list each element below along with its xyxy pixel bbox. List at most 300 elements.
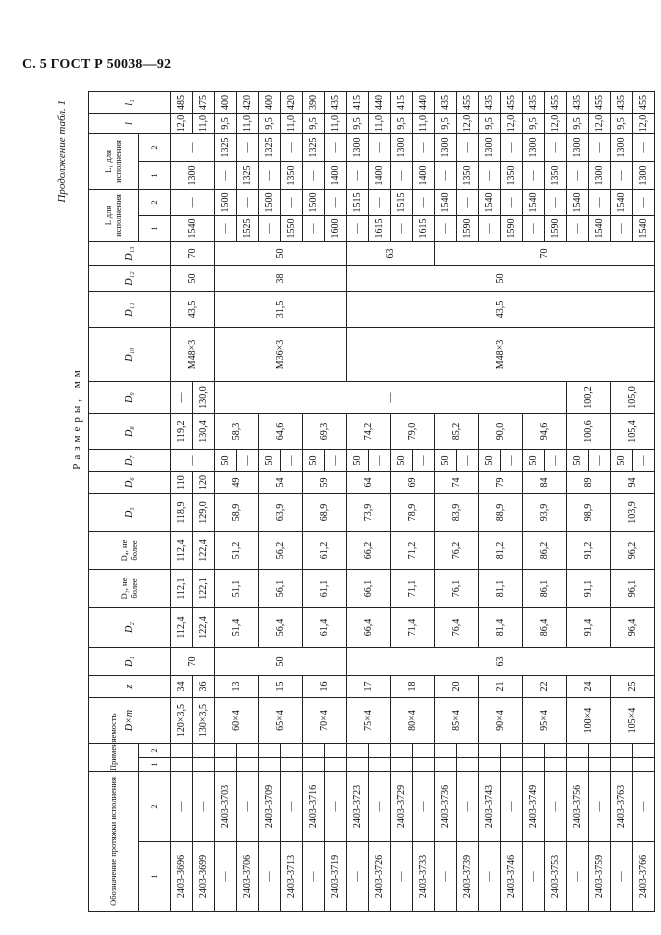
cell-z: 18	[391, 676, 435, 698]
column-header: D₅	[89, 494, 171, 532]
cell-l: 11,0	[413, 114, 435, 134]
cell-d5: 78,9	[391, 494, 435, 532]
cell-l: 9,5	[347, 114, 369, 134]
cell-d6: 84	[523, 472, 567, 494]
cell-d13: 70	[171, 242, 215, 266]
cell-length-l1-1: 1350	[457, 162, 479, 190]
cell-d8: 58,3	[215, 414, 259, 450]
cell-z: 13	[215, 676, 259, 698]
cell-d3: 66,1	[347, 570, 391, 608]
table-row	[215, 92, 237, 912]
cell-designation-1: —	[259, 842, 281, 912]
column-header: z	[89, 676, 171, 698]
cell-l1: 435	[611, 92, 633, 114]
cell-d8: 100,6	[567, 414, 611, 450]
cell-length-l-1: 1590	[501, 216, 523, 242]
cell-l1: 415	[391, 92, 413, 114]
cell-designation-2: 2403-3763	[611, 772, 633, 842]
cell-l: 12,0	[501, 114, 523, 134]
cell-designation-2: —	[281, 772, 303, 842]
cell-length-l1-2: —	[237, 134, 259, 162]
cell-d4: 76,2	[435, 532, 479, 570]
cell-d7: 50	[391, 450, 413, 472]
cell-designation-1: 2403-3726	[369, 842, 391, 912]
cell-designation-2: —	[369, 772, 391, 842]
cell-d6: 94	[611, 472, 655, 494]
cell-d10: M48×3	[347, 328, 655, 382]
column-header: D₁₂	[89, 266, 171, 292]
table-row	[523, 92, 545, 912]
cell-d6: 120	[193, 472, 215, 494]
column-header: Применяемость	[89, 744, 139, 772]
cell-d6: 64	[347, 472, 391, 494]
cell-length-l-1: —	[479, 216, 501, 242]
cell-designation-1: 2403-3706	[237, 842, 259, 912]
cell-l1: 435	[325, 92, 347, 114]
cell-d2: 51,4	[215, 608, 259, 648]
cell-length-l-1: —	[303, 216, 325, 242]
cell-d7: —	[171, 450, 215, 472]
cell-length-l1-1: —	[347, 162, 369, 190]
cell-d4: 56,2	[259, 532, 303, 570]
cell-length-l1-1: —	[215, 162, 237, 190]
cell-applicability-1	[457, 758, 479, 772]
cell-designation-2: —	[193, 772, 215, 842]
cell-l1: 400	[215, 92, 237, 114]
cell-d8: 94,6	[523, 414, 567, 450]
cell-designation-2: 2403-3756	[567, 772, 589, 842]
cell-d2: 76,4	[435, 608, 479, 648]
cell-designation-1: 2403-3753	[545, 842, 567, 912]
cell-d4: 112,4	[171, 532, 193, 570]
cell-d4: 122,4	[193, 532, 215, 570]
cell-designation-2: 2403-3716	[303, 772, 325, 842]
cell-d8: 119,2	[171, 414, 193, 450]
cell-applicability-1	[611, 758, 633, 772]
cell-d9: 105,0	[611, 382, 655, 414]
cell-l1: 455	[501, 92, 523, 114]
cell-length-l1-2: —	[457, 134, 479, 162]
cell-d6: 110	[171, 472, 193, 494]
cell-length-l1-2: —	[171, 134, 215, 162]
cell-applicability-1	[369, 758, 391, 772]
cell-d13: 70	[435, 242, 655, 266]
cell-d7: —	[633, 450, 655, 472]
cell-length-l-1: 1590	[457, 216, 479, 242]
cell-d3: 122,1	[193, 570, 215, 608]
cell-length-l-2: —	[369, 190, 391, 216]
cell-d3: 76,1	[435, 570, 479, 608]
cell-length-l-2: —	[413, 190, 435, 216]
dimensions-table	[88, 91, 655, 912]
cell-z: 21	[479, 676, 523, 698]
cell-designation-2: 2403-3736	[435, 772, 457, 842]
cell-d5: 129,0	[193, 494, 215, 532]
cell-d5: 98,9	[567, 494, 611, 532]
cell-applicability-2	[281, 744, 303, 758]
table-continuation-label: Продолжение табл. 1	[56, 100, 68, 203]
cell-d13: 63	[347, 242, 435, 266]
cell-d4: 86,2	[523, 532, 567, 570]
cell-length-l-1: 1550	[281, 216, 303, 242]
cell-d7: —	[457, 450, 479, 472]
cell-length-l1-2: 1300	[435, 134, 457, 162]
cell-length-l-2: —	[171, 190, 215, 216]
cell-length-l1-1: 1400	[325, 162, 347, 190]
cell-length-l-1: —	[391, 216, 413, 242]
cell-l1: 455	[457, 92, 479, 114]
cell-designation-2: 2403-3729	[391, 772, 413, 842]
cell-dxm: 80×4	[391, 698, 435, 744]
cell-d9: 100,2	[567, 382, 611, 414]
cell-applicability-1	[479, 758, 501, 772]
cell-d10: M36×3	[215, 328, 347, 382]
cell-d2: 81,4	[479, 608, 523, 648]
page-title: С. 5 ГОСТ Р 50038—92	[22, 57, 172, 72]
cell-applicability-2	[501, 744, 523, 758]
cell-dxm: 70×4	[303, 698, 347, 744]
cell-applicability-2	[391, 744, 413, 758]
cell-length-l1-2: 1325	[303, 134, 325, 162]
cell-length-l1-1: 1350	[281, 162, 303, 190]
cell-applicability-2	[369, 744, 391, 758]
cell-d4: 66,2	[347, 532, 391, 570]
column-subheader: 1	[139, 842, 171, 912]
cell-applicability-1	[633, 758, 655, 772]
cell-d3: 51,1	[215, 570, 259, 608]
cell-applicability-2	[457, 744, 479, 758]
cell-d7: —	[413, 450, 435, 472]
cell-length-l1-2: 1300	[391, 134, 413, 162]
cell-designation-1: 2403-3733	[413, 842, 435, 912]
cell-applicability-2	[171, 744, 193, 758]
cell-dxm: 85×4	[435, 698, 479, 744]
cell-designation-1: 2403-3713	[281, 842, 303, 912]
cell-d7: 50	[303, 450, 325, 472]
cell-length-l-1: —	[567, 216, 589, 242]
cell-l1: 440	[369, 92, 391, 114]
cell-length-l-1: —	[347, 216, 369, 242]
cell-length-l1-2: —	[325, 134, 347, 162]
column-header: D₃, не более	[89, 570, 171, 608]
cell-d5: 103,9	[611, 494, 655, 532]
cell-d8: 79,0	[391, 414, 435, 450]
cell-d2: 61,4	[303, 608, 347, 648]
cell-designation-2: —	[633, 772, 655, 842]
rotated-table-block	[55, 92, 655, 912]
column-header: L для исполнения	[89, 190, 139, 242]
cell-d8: 85,2	[435, 414, 479, 450]
cell-d7: 50	[611, 450, 633, 472]
cell-applicability-2	[193, 744, 215, 758]
cell-d5: 83,9	[435, 494, 479, 532]
table-row	[391, 92, 413, 912]
cell-length-l-1: 1615	[413, 216, 435, 242]
cell-designation-2: —	[457, 772, 479, 842]
cell-length-l1-2: —	[413, 134, 435, 162]
column-subheader: 1	[139, 162, 171, 190]
cell-length-l-2: 1540	[611, 190, 633, 216]
cell-d6: 69	[391, 472, 435, 494]
cell-applicability-2	[435, 744, 457, 758]
cell-applicability-1	[171, 758, 193, 772]
cell-z: 15	[259, 676, 303, 698]
cell-applicability-2	[567, 744, 589, 758]
cell-dxm: 105×4	[611, 698, 655, 744]
cell-l1: 440	[413, 92, 435, 114]
cell-applicability-2	[303, 744, 325, 758]
cell-d7: 50	[567, 450, 589, 472]
column-header: D₁₃	[89, 242, 171, 266]
cell-l: 9,5	[567, 114, 589, 134]
cell-length-l-2: —	[545, 190, 567, 216]
cell-length-l-1: 1590	[545, 216, 567, 242]
cell-applicability-2	[523, 744, 545, 758]
cell-d2: 71,4	[391, 608, 435, 648]
cell-length-l1-1: —	[435, 162, 457, 190]
cell-d7: —	[545, 450, 567, 472]
cell-d5: 73,9	[347, 494, 391, 532]
cell-d2: 112,4	[171, 608, 193, 648]
cell-designation-2: —	[589, 772, 611, 842]
cell-length-l-2: —	[457, 190, 479, 216]
dimensions-label: Размеры, мм	[71, 366, 83, 470]
cell-length-l-1: —	[523, 216, 545, 242]
cell-designation-1: 2403-3766	[633, 842, 655, 912]
cell-designation-1: 2403-3739	[457, 842, 479, 912]
cell-d3: 71,1	[391, 570, 435, 608]
table-row	[435, 92, 457, 912]
cell-applicability-1	[435, 758, 457, 772]
cell-l: 9,5	[391, 114, 413, 134]
column-header: D₁	[89, 648, 171, 676]
cell-length-l1-1: —	[611, 162, 633, 190]
table-row	[347, 92, 369, 912]
cell-d4: 91,2	[567, 532, 611, 570]
cell-applicability-1	[589, 758, 611, 772]
cell-designation-2: —	[413, 772, 435, 842]
cell-d4: 81,2	[479, 532, 523, 570]
cell-length-l1-1: —	[567, 162, 589, 190]
cell-length-l1-2: 1300	[611, 134, 633, 162]
cell-l1: 435	[523, 92, 545, 114]
cell-d3: 86,1	[523, 570, 567, 608]
cell-l1: 400	[259, 92, 281, 114]
cell-d7: 50	[215, 450, 237, 472]
cell-d12: 50	[347, 266, 655, 292]
cell-d12: 38	[215, 266, 347, 292]
cell-d13: 50	[215, 242, 347, 266]
cell-applicability-1	[501, 758, 523, 772]
cell-length-l-1: 1615	[369, 216, 391, 242]
cell-length-l-2: —	[237, 190, 259, 216]
cell-length-l-1: —	[259, 216, 281, 242]
column-header: D×m	[89, 698, 171, 744]
column-header: D₆	[89, 472, 171, 494]
cell-dxm: 120×3,5	[171, 698, 193, 744]
column-subheader: 1	[139, 758, 171, 772]
cell-designation-1: —	[391, 842, 413, 912]
column-header: D₉	[89, 382, 171, 414]
column-header: D₂	[89, 608, 171, 648]
table-row	[611, 92, 633, 912]
cell-l: 9,5	[435, 114, 457, 134]
column-header: l₁	[89, 92, 171, 114]
cell-applicability-2	[259, 744, 281, 758]
cell-d5: 58,9	[215, 494, 259, 532]
cell-d6: 79	[479, 472, 523, 494]
cell-length-l-1: 1540	[589, 216, 611, 242]
cell-designation-1: —	[479, 842, 501, 912]
cell-applicability-2	[215, 744, 237, 758]
cell-z: 34	[171, 676, 193, 698]
cell-d4: 51,2	[215, 532, 259, 570]
cell-designation-1: —	[611, 842, 633, 912]
cell-d3: 112,1	[171, 570, 193, 608]
cell-designation-2: —	[237, 772, 259, 842]
cell-designation-1: —	[523, 842, 545, 912]
cell-d2: 96,4	[611, 608, 655, 648]
cell-l: 11,0	[369, 114, 391, 134]
cell-length-l-1: 1540	[171, 216, 215, 242]
cell-l: 11,0	[325, 114, 347, 134]
table-row	[259, 92, 281, 912]
cell-length-l1-2: 1300	[347, 134, 369, 162]
cell-l: 9,5	[259, 114, 281, 134]
cell-length-l1-2: —	[369, 134, 391, 162]
cell-l1: 435	[567, 92, 589, 114]
cell-length-l1-1: —	[303, 162, 325, 190]
cell-d4: 61,2	[303, 532, 347, 570]
cell-applicability-2	[611, 744, 633, 758]
cell-applicability-1	[545, 758, 567, 772]
column-header: l	[89, 114, 171, 134]
cell-designation-1: —	[215, 842, 237, 912]
cell-designation-2: —	[325, 772, 347, 842]
cell-d4: 71,2	[391, 532, 435, 570]
cell-applicability-1	[347, 758, 369, 772]
cell-designation-1: 2403-3699	[193, 842, 215, 912]
cell-applicability-2	[325, 744, 347, 758]
cell-d2: 91,4	[567, 608, 611, 648]
cell-d8: 90,0	[479, 414, 523, 450]
cell-dxm: 75×4	[347, 698, 391, 744]
cell-length-l-2: 1540	[435, 190, 457, 216]
cell-d11: 43,5	[171, 292, 215, 328]
cell-d8: 64,6	[259, 414, 303, 450]
cell-length-l1-2: 1300	[567, 134, 589, 162]
cell-l: 12,0	[589, 114, 611, 134]
cell-designation-1: —	[347, 842, 369, 912]
cell-l1: 455	[545, 92, 567, 114]
cell-length-l-2: —	[633, 190, 655, 216]
cell-length-l-1: 1540	[633, 216, 655, 242]
cell-designation-1: 2403-3759	[589, 842, 611, 912]
cell-length-l1-1: 1400	[369, 162, 391, 190]
cell-z: 20	[435, 676, 479, 698]
cell-length-l-2: 1500	[303, 190, 325, 216]
cell-length-l-1: —	[215, 216, 237, 242]
cell-z: 22	[523, 676, 567, 698]
cell-d5: 93,9	[523, 494, 567, 532]
cell-applicability-1	[303, 758, 325, 772]
cell-dxm: 100×4	[567, 698, 611, 744]
cell-d2: 56,4	[259, 608, 303, 648]
cell-length-l-2: 1500	[259, 190, 281, 216]
cell-length-l1-1: —	[523, 162, 545, 190]
cell-length-l-2: 1540	[523, 190, 545, 216]
cell-length-l-2: 1500	[215, 190, 237, 216]
cell-applicability-1	[567, 758, 589, 772]
cell-d6: 59	[303, 472, 347, 494]
cell-d8: 130,4	[193, 414, 215, 450]
table-caption	[55, 92, 88, 912]
cell-d4: 96,2	[611, 532, 655, 570]
cell-designation-2: —	[545, 772, 567, 842]
column-header: D₁₀	[89, 328, 171, 382]
cell-l1: 415	[347, 92, 369, 114]
cell-length-l1-1: 1300	[171, 162, 215, 190]
cell-z: 25	[611, 676, 655, 698]
cell-l: 9,5	[215, 114, 237, 134]
cell-designation-2: 2403-3703	[215, 772, 237, 842]
cell-length-l-1: 1600	[325, 216, 347, 242]
cell-d3: 96,1	[611, 570, 655, 608]
table-body	[171, 92, 655, 912]
cell-length-l-2: 1540	[567, 190, 589, 216]
cell-length-l1-1: 1350	[501, 162, 523, 190]
cell-applicability-2	[589, 744, 611, 758]
cell-d11: 43,5	[347, 292, 655, 328]
cell-d5: 63,9	[259, 494, 303, 532]
cell-d5: 68,9	[303, 494, 347, 532]
cell-length-l1-1: —	[259, 162, 281, 190]
cell-l: 9,5	[611, 114, 633, 134]
column-header: D₄, не более	[89, 532, 171, 570]
cell-applicability-1	[259, 758, 281, 772]
cell-z: 16	[303, 676, 347, 698]
cell-length-l-2: 1515	[347, 190, 369, 216]
cell-applicability-2	[545, 744, 567, 758]
cell-length-l1-2: 1325	[215, 134, 237, 162]
cell-designation-2: 2403-3743	[479, 772, 501, 842]
cell-l: 9,5	[523, 114, 545, 134]
cell-d9: 130,0	[193, 382, 215, 414]
cell-designation-1: 2403-3719	[325, 842, 347, 912]
cell-l1: 420	[237, 92, 259, 114]
cell-length-l-2: —	[501, 190, 523, 216]
cell-length-l1-2: —	[589, 134, 611, 162]
cell-length-l1-2: —	[501, 134, 523, 162]
cell-length-l1-2: —	[545, 134, 567, 162]
cell-d1: 63	[347, 648, 655, 676]
cell-l1: 420	[281, 92, 303, 114]
cell-l: 12,0	[457, 114, 479, 134]
column-subheader: 2	[139, 190, 171, 216]
cell-l: 12,0	[171, 114, 193, 134]
cell-d6: 54	[259, 472, 303, 494]
cell-dxm: 60×4	[215, 698, 259, 744]
cell-d7: 50	[523, 450, 545, 472]
cell-l: 11,0	[237, 114, 259, 134]
column-header: D₁₁	[89, 292, 171, 328]
cell-length-l-2: —	[325, 190, 347, 216]
table-header	[89, 92, 171, 912]
cell-length-l-2: —	[281, 190, 303, 216]
cell-z: 36	[193, 676, 215, 698]
cell-designation-1: —	[303, 842, 325, 912]
column-subheader: 2	[139, 772, 171, 842]
